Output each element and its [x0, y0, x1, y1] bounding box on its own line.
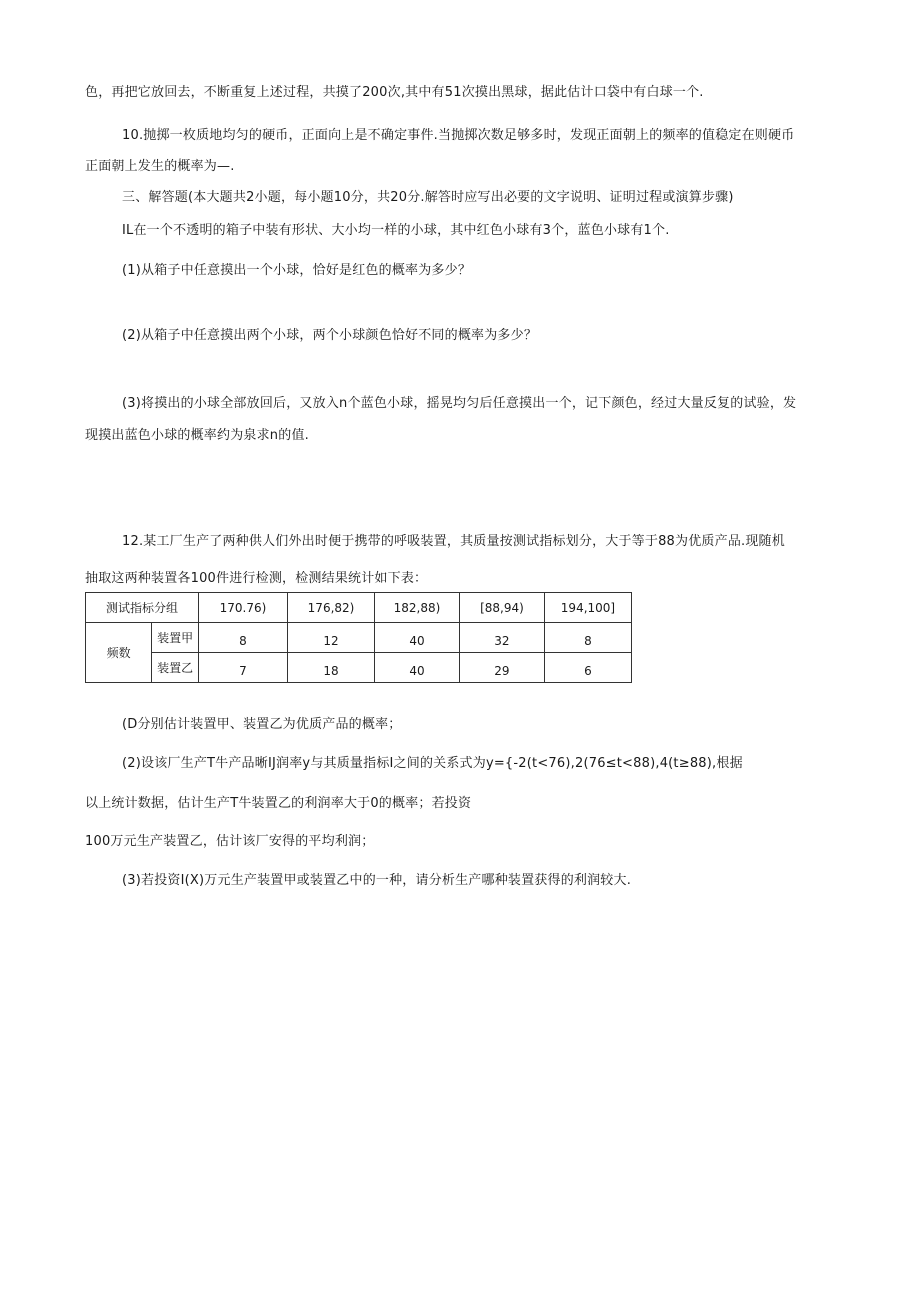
table-header-group: 182,88): [375, 593, 460, 623]
table-row-label: 装置甲: [152, 623, 199, 653]
table-cell: 18: [288, 653, 375, 683]
table-cell: 8: [198, 623, 287, 653]
statistics-table: [85, 592, 632, 683]
question-12-part-2-line-1: (2)设该厂生产T牛产品晰IJ润率y与其质量指标I之间的关系式为y={-2(t<76),2(76≤t<88),4(t≥88),根据: [122, 756, 743, 771]
table-cell: 6: [544, 653, 631, 683]
text-line-continuation: 色，再把它放回去，不断重复上述过程，共摸了200次,其中有51次摸出黑球，据此估计口袋中有白球一个.: [85, 85, 704, 100]
table-header-label: 测试指标分组: [86, 593, 199, 623]
question-12-part-1: (D分别估计装置甲、装置乙为优质产品的概率；: [122, 717, 402, 732]
question-11-stem: IL在一个不透明的箱子中装有形状、大小均一样的小球，其中红色小球有3个，蓝色小球有1个.: [122, 223, 670, 238]
table-header-group: [88,94): [459, 593, 544, 623]
question-11-part-2: (2)从箱子中任意摸出两个小球，两个小球颜色恰好不同的概率为多少？: [122, 328, 538, 343]
table-header-group: 194,100]: [544, 593, 631, 623]
table-row: [86, 653, 632, 683]
question-12-part-2-line-3: 100万元生产装置乙，估计该厂安得的平均利润；: [85, 834, 375, 849]
question-12-stem-line-2: 抽取这两种装置各100件进行检测，检测结果统计如下表：: [85, 571, 428, 586]
table-cell: 7: [198, 653, 287, 683]
table-cell: 40: [375, 623, 460, 653]
table-header-group: 170.76): [198, 593, 287, 623]
question-11-part-3-line-2: 现摸出蓝色小球的概率约为泉求n的值.: [85, 428, 309, 443]
table-cell: 8: [544, 623, 631, 653]
question-11-part-1: (1)从箱子中任意摸出一个小球，恰好是红色的概率为多少？: [122, 263, 472, 278]
question-11-part-3-line-1: (3)将摸出的小球全部放回后，又放入n个蓝色小球，摇晃均匀后任意摸出一个，记下颜色，经过大量反复的试验，发: [122, 396, 797, 411]
question-12-part-3: (3)若投资I(X)万元生产装置甲或装置乙中的一种，请分析生产哪种装置获得的利润较大.: [122, 873, 632, 888]
question-12-stem-line-1: 12.某工厂生产了两种供人们外出时便于携带的呼吸装置，其质量按测试指标划分，大于等于88为优质产品.现随机: [122, 534, 785, 549]
table-cell: 29: [459, 653, 544, 683]
question-12-part-2-line-2: 以上统计数据，估计生产T牛装置乙的利润率大于0的概率；若投资: [85, 796, 472, 811]
table-header-row: [86, 593, 632, 623]
table-cell: 32: [459, 623, 544, 653]
section-3-heading: 三、解答题(本大题共2小题，每小题10分，共20分.解答时应写出必要的文字说明、证明过程或演算步骤): [122, 190, 734, 205]
table-header-group: 176,82): [288, 593, 375, 623]
table-row: [86, 623, 632, 653]
table-row-label: 装置乙: [152, 653, 199, 683]
table-cell: 12: [288, 623, 375, 653]
question-10-line-1: 10.抛掷一枚质地均匀的硬币，正面向上是不确定事件.当抛掷次数足够多时，发现正面朝上的频率的值稳定在则硬币: [122, 128, 795, 143]
table-row-group-label: 频数: [86, 623, 152, 683]
table-cell: 40: [375, 653, 460, 683]
question-10-line-2: 正面朝上发生的概率为—.: [85, 159, 235, 174]
